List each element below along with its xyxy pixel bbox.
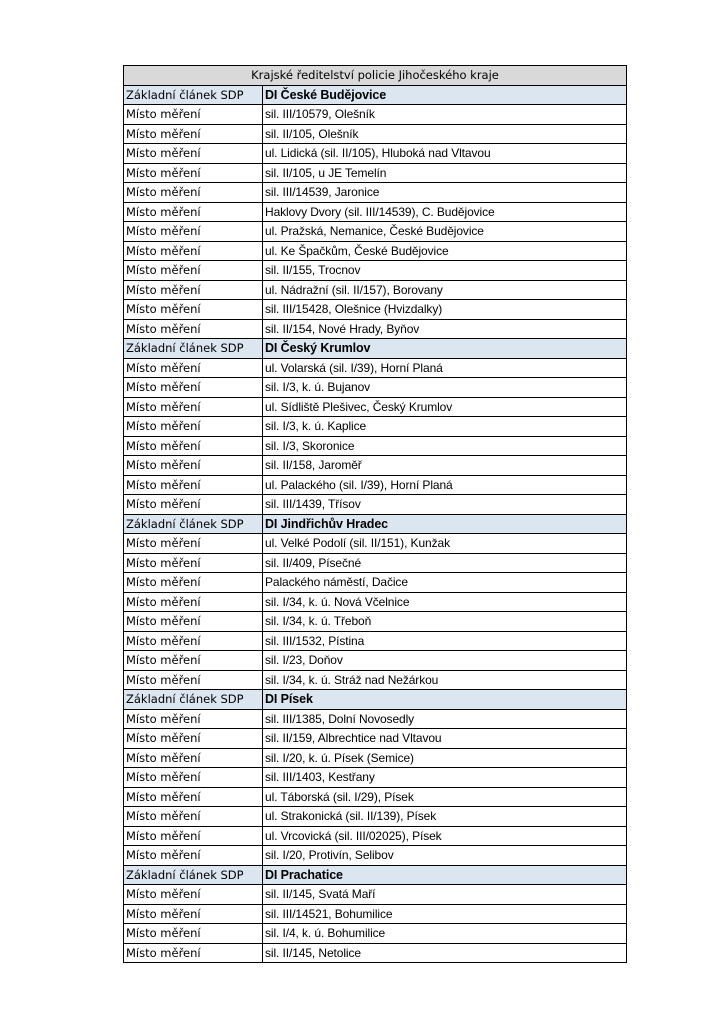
row-location: sil. III/14539, Jaronice (263, 183, 627, 203)
table-row (124, 378, 627, 398)
row-location: sil. I/3, Skoronice (263, 436, 627, 456)
section-name: DI Písek (263, 690, 627, 710)
table-row (124, 631, 627, 651)
section-name: DI Prachatice (263, 865, 627, 885)
row-location: sil. III/14521, Bohumilice (263, 904, 627, 924)
row-location: sil. II/105, u JE Temelín (263, 163, 627, 183)
row-location: ul. Pražská, Nemanice, České Budějovice (263, 222, 627, 242)
row-label: Místo měření (124, 943, 263, 963)
row-location: ul. Nádražní (sil. II/157), Borovany (263, 280, 627, 300)
section-label: Základní článek SDP (124, 865, 263, 885)
table-title: Krajské ředitelství policie Jihočeského kraje (124, 66, 627, 86)
row-label: Místo měření (124, 768, 263, 788)
table-row (124, 826, 627, 846)
row-location: sil. II/105, Olešník (263, 124, 627, 144)
row-label: Místo měření (124, 358, 263, 378)
row-location: ul. Lidická (sil. II/105), Hluboká nad Vltavou (263, 144, 627, 164)
row-label: Místo měření (124, 378, 263, 398)
row-label: Místo měření (124, 651, 263, 671)
table-row (124, 436, 627, 456)
row-location: sil. III/1439, Třísov (263, 495, 627, 515)
table-row (124, 846, 627, 866)
table-row (124, 183, 627, 203)
section-label: Základní článek SDP (124, 339, 263, 359)
row-label: Místo měření (124, 748, 263, 768)
table-row (124, 241, 627, 261)
row-label: Místo měření (124, 456, 263, 476)
table-row (124, 300, 627, 320)
row-location: ul. Palackého (sil. I/39), Horní Planá (263, 475, 627, 495)
row-location: sil. III/1385, Dolní Novosedly (263, 709, 627, 729)
measurement-locations-table (123, 65, 627, 963)
row-label: Místo měření (124, 826, 263, 846)
row-location: ul. Volarská (sil. I/39), Horní Planá (263, 358, 627, 378)
row-label: Místo měření (124, 280, 263, 300)
table-row (124, 280, 627, 300)
table-row (124, 787, 627, 807)
row-location: ul. Sídliště Plešivec, Český Krumlov (263, 397, 627, 417)
table-row (124, 924, 627, 944)
row-label: Místo měření (124, 885, 263, 905)
table-row (124, 261, 627, 281)
section-label: Základní článek SDP (124, 514, 263, 534)
row-location: sil. I/20, Protivín, Selibov (263, 846, 627, 866)
table-row (124, 124, 627, 144)
table-row (124, 612, 627, 632)
table-row (124, 943, 627, 963)
table-row (124, 456, 627, 476)
table-row (124, 534, 627, 554)
section-header-row (124, 85, 627, 105)
row-location: Palackého náměstí, Dačice (263, 573, 627, 593)
row-label: Místo měření (124, 924, 263, 944)
row-label: Místo měření (124, 709, 263, 729)
row-location: sil. III/1403, Kestřany (263, 768, 627, 788)
row-label: Místo měření (124, 729, 263, 749)
row-label: Místo měření (124, 436, 263, 456)
row-location: sil. II/158, Jaroměř (263, 456, 627, 476)
table-row (124, 670, 627, 690)
row-location: ul. Vrcovická (sil. III/02025), Písek (263, 826, 627, 846)
row-label: Místo měření (124, 261, 263, 281)
table-row (124, 417, 627, 437)
table-row (124, 397, 627, 417)
row-location: sil. I/3, k. ú. Kaplice (263, 417, 627, 437)
section-label: Základní článek SDP (124, 690, 263, 710)
table-row (124, 495, 627, 515)
row-label: Místo měření (124, 144, 263, 164)
row-location: sil. II/159, Albrechtice nad Vltavou (263, 729, 627, 749)
table-row (124, 651, 627, 671)
row-location: sil. II/145, Netolice (263, 943, 627, 963)
row-label: Místo měření (124, 124, 263, 144)
table-row (124, 475, 627, 495)
row-label: Místo měření (124, 846, 263, 866)
row-label: Místo měření (124, 670, 263, 690)
table-row (124, 768, 627, 788)
row-label: Místo měření (124, 163, 263, 183)
row-label: Místo měření (124, 105, 263, 125)
row-label: Místo měření (124, 241, 263, 261)
table-row (124, 202, 627, 222)
row-location: sil. III/1532, Pístina (263, 631, 627, 651)
row-label: Místo měření (124, 222, 263, 242)
row-location: sil. I/23, Doňov (263, 651, 627, 671)
table-row (124, 319, 627, 339)
row-location: sil. I/34, k. ú. Třeboň (263, 612, 627, 632)
section-name: DI České Budějovice (263, 85, 627, 105)
section-header-row (124, 865, 627, 885)
table-row (124, 592, 627, 612)
row-label: Místo měření (124, 495, 263, 515)
row-location: ul. Ke Špačkům, České Budějovice (263, 241, 627, 261)
table-row (124, 807, 627, 827)
table-body (124, 66, 627, 963)
row-label: Místo měření (124, 202, 263, 222)
row-location: sil. II/409, Písečné (263, 553, 627, 573)
table-row (124, 358, 627, 378)
row-label: Místo měření (124, 787, 263, 807)
section-name: DI Český Krumlov (263, 339, 627, 359)
table-row (124, 144, 627, 164)
section-header-row (124, 339, 627, 359)
table-title-row (124, 66, 627, 86)
table-row (124, 222, 627, 242)
section-header-row (124, 690, 627, 710)
row-location: sil. I/3, k. ú. Bujanov (263, 378, 627, 398)
row-location: sil. III/10579, Olešník (263, 105, 627, 125)
row-label: Místo měření (124, 183, 263, 203)
row-location: sil. I/20, k. ú. Písek (Semice) (263, 748, 627, 768)
table-row (124, 904, 627, 924)
table-row (124, 709, 627, 729)
row-label: Místo měření (124, 300, 263, 320)
row-label: Místo měření (124, 592, 263, 612)
table-row (124, 573, 627, 593)
section-name: DI Jindřichův Hradec (263, 514, 627, 534)
row-label: Místo měření (124, 319, 263, 339)
row-label: Místo měření (124, 631, 263, 651)
row-location: sil. I/4, k. ú. Bohumilice (263, 924, 627, 944)
row-label: Místo měření (124, 553, 263, 573)
table-row (124, 748, 627, 768)
section-header-row (124, 514, 627, 534)
row-location: sil. II/155, Trocnov (263, 261, 627, 281)
row-location: Haklovy Dvory (sil. III/14539), C. Budějovice (263, 202, 627, 222)
row-label: Místo měření (124, 807, 263, 827)
table-row (124, 729, 627, 749)
row-location: sil. I/34, k. ú. Stráž nad Nežárkou (263, 670, 627, 690)
row-label: Místo měření (124, 612, 263, 632)
table-row (124, 885, 627, 905)
row-location: ul. Velké Podolí (sil. II/151), Kunžak (263, 534, 627, 554)
table-row (124, 105, 627, 125)
row-label: Místo měření (124, 417, 263, 437)
section-label: Základní článek SDP (124, 85, 263, 105)
row-label: Místo měření (124, 397, 263, 417)
row-location: ul. Strakonická (sil. II/139), Písek (263, 807, 627, 827)
table-row (124, 163, 627, 183)
row-label: Místo měření (124, 904, 263, 924)
row-location: sil. II/154, Nové Hrady, Byňov (263, 319, 627, 339)
row-label: Místo měření (124, 475, 263, 495)
table-row (124, 553, 627, 573)
row-location: ul. Táborská (sil. I/29), Písek (263, 787, 627, 807)
row-label: Místo měření (124, 534, 263, 554)
row-location: sil. I/34, k. ú. Nová Včelnice (263, 592, 627, 612)
row-label: Místo měření (124, 573, 263, 593)
row-location: sil. II/145, Svatá Maří (263, 885, 627, 905)
row-location: sil. III/15428, Olešnice (Hvizdalky) (263, 300, 627, 320)
